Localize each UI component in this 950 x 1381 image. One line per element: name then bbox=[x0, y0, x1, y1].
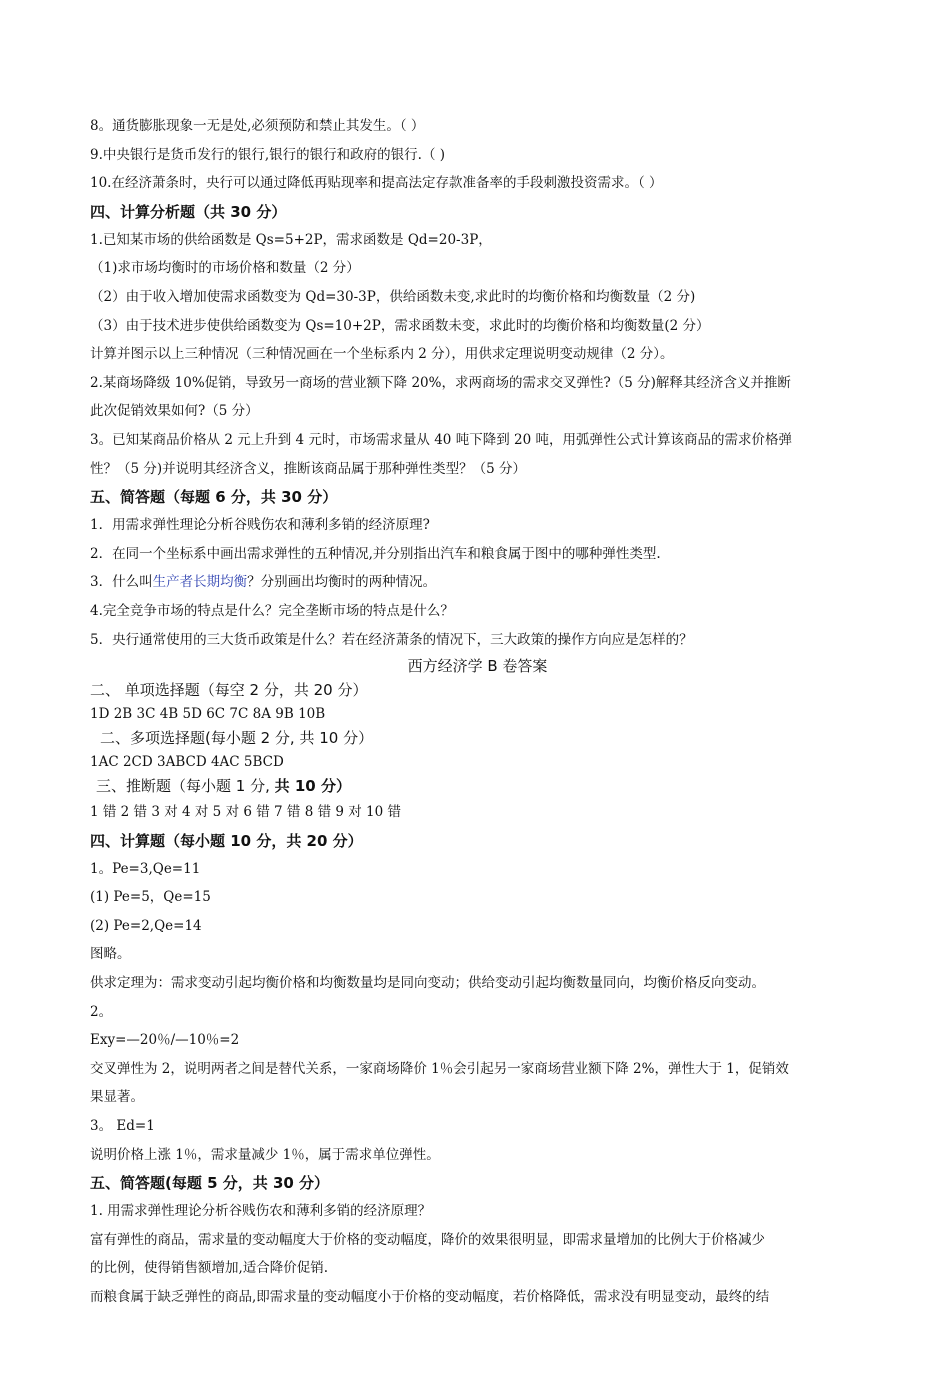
calc-q1-graph: 计算并图示以上三种情况（三种情况画在一个坐标系内 2 分），用供求定理说明变动规律（2 分）。 bbox=[90, 346, 674, 363]
short-q3-suffix: ？分别画出均衡时的两种情况。 bbox=[247, 574, 437, 591]
short-q4: 4.完全竞争市场的特点是什么？完全垄断市场的特点是什么？ bbox=[90, 602, 454, 619]
calc-answer-heading: 四、计算题（每小题 10 分，共 20 分） bbox=[90, 831, 363, 850]
short-q5: 5．央行通常使用的三大货币政策是什么？若在经济萧条的情况下，三大政策的操作方向应是怎样的？ bbox=[90, 631, 693, 648]
judgement-heading bbox=[90, 774, 865, 798]
calc-q1-part1: （1)求市场均衡时的市场价格和数量（2 分） bbox=[90, 260, 360, 277]
judgement-answers: 1 错 2 错 3 对 4 对 5 对 6 错 7 错 8 错 9 对 10 错 bbox=[90, 804, 402, 821]
short-answer-line: 而粮食属于缺乏弹性的商品,即需求量的变动幅度小于价格的变动幅度，若价格降低，需求没有明显变动，最终的结 bbox=[90, 1289, 770, 1305]
multi-choice-answers: 1AC 2CD 3ABCD 4AC 5BCD bbox=[90, 754, 284, 771]
document-page bbox=[90, 112, 865, 1312]
calc-answer-line: (2) Pe=2,Qe=14 bbox=[90, 917, 202, 934]
calc-answer-line: 说明价格上涨 1％，需求量减少 1％，属于需求单位弹性。 bbox=[90, 1146, 440, 1163]
judgement-heading-total: 共 10 分） bbox=[274, 777, 351, 796]
calc-q3: 3。已知某商品价格从 2 元上升到 4 元时，市场需求量从 40 吨下降到 20 吨，用弧弹性公式计算该商品的需求价格弹 bbox=[90, 431, 792, 448]
calc-answer-line: 图略。 bbox=[90, 946, 131, 963]
calc-q2-cont: 此次促销效果如何?（5 分） bbox=[90, 403, 259, 420]
tf-item-9: 9.中央银行是货币发行的银行,银行的银行和政府的银行.（ ) bbox=[90, 146, 446, 163]
calc-answer-line: 供求定理为：需求变动引起均衡价格和均衡数量均是同向变动；供给变动引起均衡数量同向，均衡价格反向变动。 bbox=[90, 975, 765, 992]
short-answer-line: 的比例，使得销售额增加,适合降价促销. bbox=[90, 1260, 329, 1277]
short-answer-key-heading: 五、简答题(每题 5 分，共 30 分） bbox=[90, 1174, 330, 1193]
calc-answer-line: Exy=—20％/—10％=2 bbox=[90, 1032, 240, 1049]
calc-q2: 2.某商场降级 10%促销，导致另一商场的营业额下降 20%，求两商场的需求交叉弹性?（5 分)解释其经济含义并推断 bbox=[90, 374, 791, 391]
calc-section-heading: 四、计算分析题（共 30 分） bbox=[90, 202, 287, 221]
calc-answer-line: 3。 Ed=1 bbox=[90, 1118, 155, 1135]
short-q3-prefix: 3．什么叫 bbox=[90, 574, 153, 591]
single-choice-heading: 二、 单项选择题（每空 2 分，共 20 分） bbox=[90, 681, 368, 700]
calc-answer-line: 2。 bbox=[90, 1003, 113, 1020]
answer-key-title: 西方经济学 B 卷答案 bbox=[407, 657, 548, 676]
calc-answer-line: 果显著。 bbox=[90, 1089, 144, 1106]
calc-answer-line: 1。Pe=3,Qe=11 bbox=[90, 860, 201, 877]
short-q2: 2．在同一个坐标系中画出需求弹性的五种情况,并分别指出汽车和粮食属于图中的哪种弹性类型. bbox=[90, 545, 661, 562]
tf-item-8: 8。通货膨胀现象一无是处,必须预防和禁止其发生。（ ） bbox=[90, 118, 425, 134]
short-q1: 1．用需求弹性理论分析谷贱伤农和薄利多销的经济原理? bbox=[90, 517, 430, 534]
multi-choice-heading: 二、多项选择题(每小题 2 分, 共 10 分） bbox=[100, 729, 374, 748]
calc-q3-cont: 性？（5 分)并说明其经济含义，推断该商品属于那种弹性类型？（5 分） bbox=[90, 460, 527, 477]
calc-q1-part2: （2）由于收入增加使需求函数变为 Qd=30-3P，供给函数未变,求此时的均衡价格和均衡数量（2 分) bbox=[90, 288, 696, 305]
calc-q1-part3: （3）由于技术进步使供给函数变为 Qs=10+2P，需求函数未变，求此时的均衡价格和均衡数量(2 分） bbox=[90, 317, 710, 334]
short-q3 bbox=[90, 568, 865, 597]
short-answer-line: 富有弹性的商品，需求量的变动幅度大于价格的变动幅度，降价的效果很明显，即需求量增加的比例大于价格减少 bbox=[90, 1231, 765, 1248]
calc-q1: 1.已知某市场的供给函数是 Qs=5+2P，需求函数是 Qd=20-3P， bbox=[90, 231, 492, 248]
short-answer-heading: 五、简答题（每题 6 分，共 30 分） bbox=[90, 488, 338, 507]
single-choice-answers: 1D 2B 3C 4B 5D 6C 7C 8A 9B 10B bbox=[90, 706, 326, 723]
producer-long-run-equilibrium-link[interactable]: 生产者长期均衡 bbox=[152, 574, 248, 591]
calc-answer-line: (1) Pe=5，Qe=15 bbox=[90, 889, 211, 906]
calc-answer-line: 交叉弹性为 2，说明两者之间是替代关系，一家商场降价 1％会引起另一家商场营业额下降 2%，弹性大于 1，促销效 bbox=[90, 1060, 789, 1077]
short-answer-line: 1. 用需求弹性理论分析谷贱伤农和薄利多销的经济原理？ bbox=[90, 1203, 432, 1220]
tf-item-10: 10.在经济萧条时，央行可以通过降低再贴现率和提高法定存款准备率的手段刺激投资需求。（ ） bbox=[90, 175, 663, 192]
judgement-heading-prefix: 三、推断题（每小题 1 分, bbox=[96, 777, 270, 796]
